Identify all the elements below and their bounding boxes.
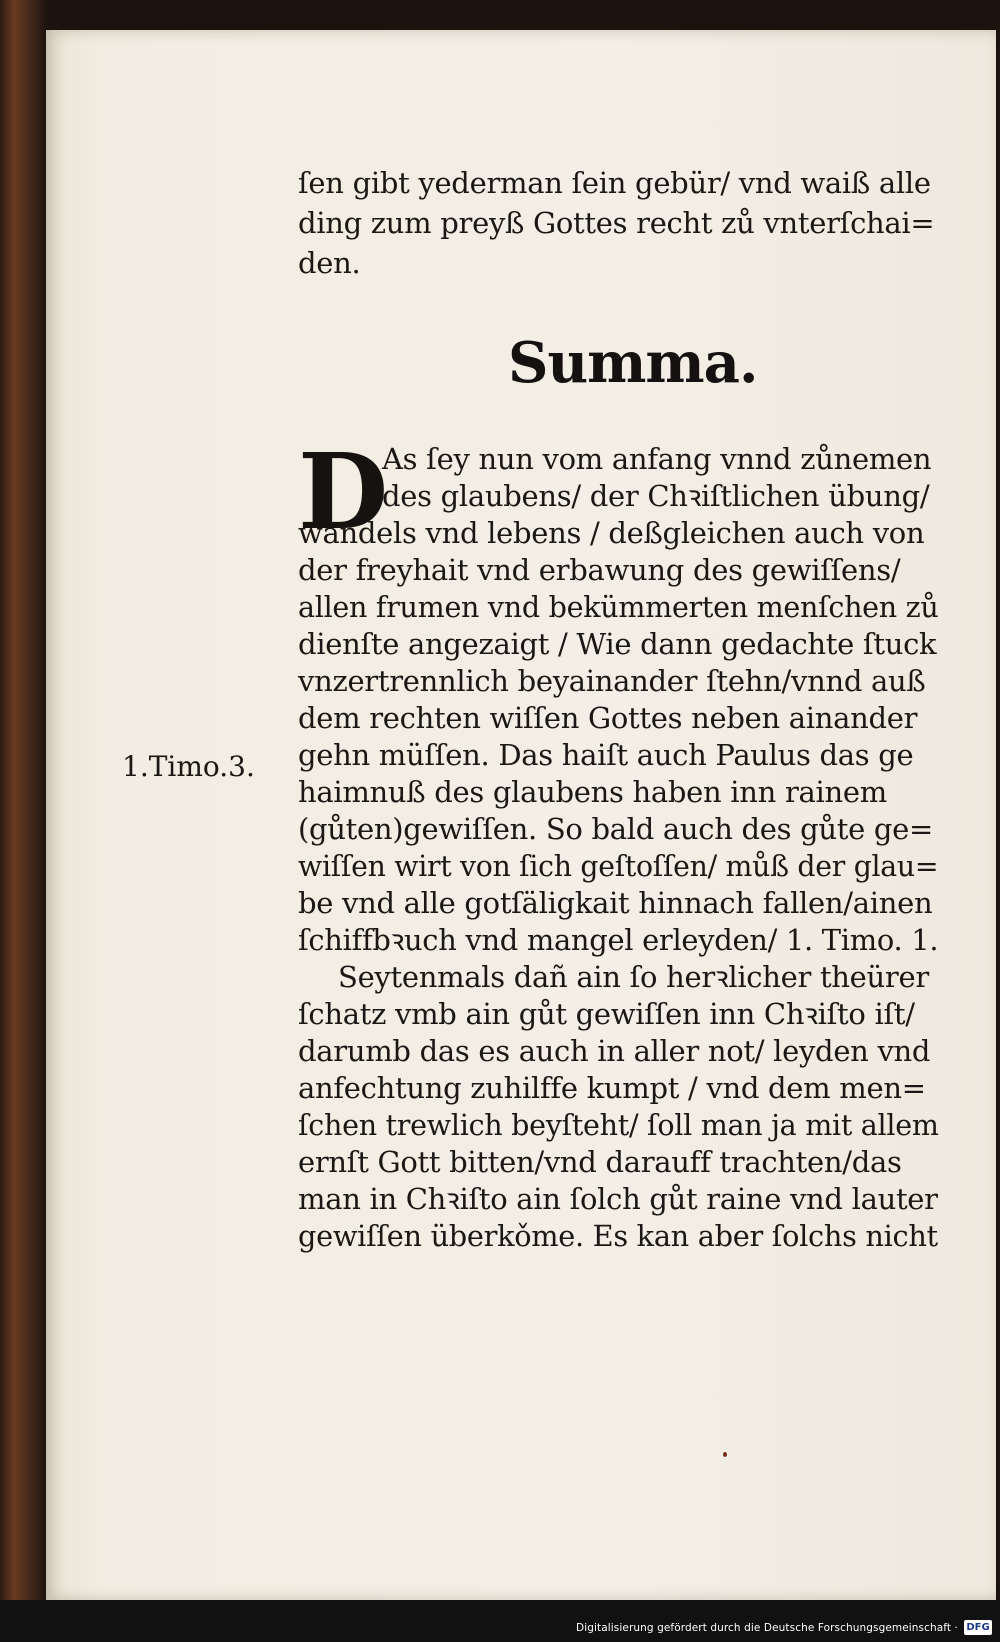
- text-line: gehn müſſen. Das haiſt auch Paulus das ge: [298, 738, 914, 772]
- text-line: haimnuß des glaubens haben inn rainem: [298, 775, 887, 809]
- text-line: wandels vnd lebens / deßgleichen auch von: [298, 516, 925, 550]
- text-line: anfechtung zuhilffe kumpt / vnd dem men=: [298, 1071, 926, 1105]
- text-line: ernſt Gott bitten/vnd darauff trachten/das: [298, 1145, 902, 1179]
- funding-credit: Digitalisierung gefördert durch die Deutsche Forschungsgemeinschaft ·: [576, 1622, 958, 1634]
- text-line: wiſſen wirt von ſich geſtoſſen/ můß der glau=: [298, 849, 939, 883]
- text-line: des glaubens/ der Chꝛiſtlichen übung/: [382, 479, 930, 513]
- dfg-logo: DFG: [964, 1620, 992, 1635]
- text-line: As ſey nun vom anfang vnnd zůnemen: [382, 442, 932, 476]
- text-line: allen frumen vnd bekümmerten menſchen zů: [298, 590, 939, 624]
- drop-cap-initial: D: [298, 430, 389, 553]
- text-line: darumb das es auch in aller not/ leyden vnd: [298, 1034, 931, 1068]
- text-line: ding zum preyß Gottes recht zů vnterſchai=: [298, 206, 935, 240]
- footer-strip: [0, 1600, 1000, 1642]
- text-line: Seytenmals dañ ain ſo herꝛlicher theürer: [338, 960, 929, 994]
- text-line: dem rechten wiſſen Gottes neben ainander: [298, 701, 918, 735]
- text-line: vnzertrennlich beyainander ſtehn/vnnd auß: [298, 664, 926, 698]
- text-line: ſchatz vmb ain gůt gewiſſen inn Chꝛiſto iſt/: [298, 997, 915, 1031]
- text-line: gewiſſen überkǒme. Es kan aber ſolchs nicht: [298, 1219, 938, 1253]
- text-line: der freyhait vnd erbawung des gewiſſens/: [298, 553, 901, 587]
- text-line: ſen gibt yederman ſein gebür/ vnd waiß alle: [298, 166, 931, 200]
- text-line: (gůten)gewiſſen. So bald auch des gůte ge=: [298, 812, 934, 846]
- text-line: den.: [298, 246, 361, 280]
- text-line: ſchen trewlich beyſteht/ ſoll man ja mit allem: [298, 1108, 939, 1142]
- text-line: dienſte angezaigt / Wie dann gedachte ſtuck: [298, 627, 937, 661]
- text-line: ſchiffbꝛuch vnd mangel erleyden/ 1. Timo. 1.: [298, 923, 939, 957]
- section-heading: Summa.: [508, 330, 758, 396]
- ink-speck: [723, 1452, 727, 1457]
- text-line: man in Chꝛiſto ain ſolch gůt raine vnd lauter: [298, 1182, 938, 1216]
- margin-reference: 1.Timo.3.: [122, 750, 255, 783]
- text-line: be vnd alle gotſäligkait hinnach fallen/ainen: [298, 886, 933, 920]
